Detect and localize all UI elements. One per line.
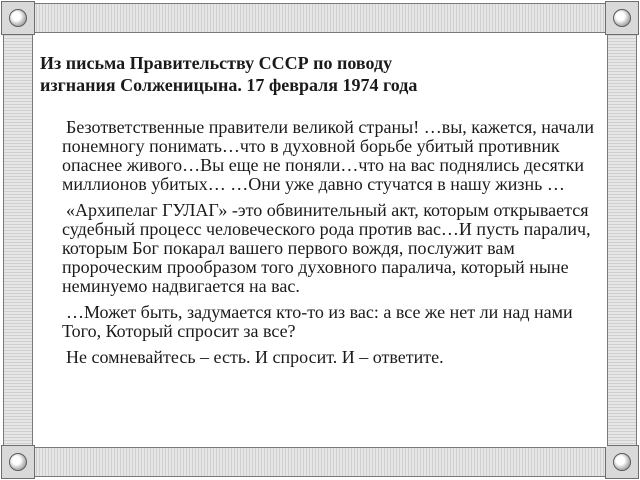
slide-content (36, 36, 607, 447)
slide-title (40, 52, 560, 96)
corner-rivet-icon (1, 445, 35, 479)
frame-bottom-bar (30, 447, 610, 477)
quote-paragraph-1: Безответственные правители великой страны! …вы, кажется, начали понемногу понимать…что в духовной борьбе убитый противник опаснее живого…Вы еще не поняли…что на вас поднялись десятки миллионов убитых… …Они уже давно стучатся в нашу жизнь … (62, 117, 595, 194)
title-line-1: Из письма Правительству СССР по поводу (40, 53, 393, 73)
quote-body (62, 118, 602, 374)
frame-top-bar (30, 3, 610, 33)
frame-right-bar (607, 33, 637, 447)
corner-rivet-icon (605, 445, 639, 479)
corner-rivet-icon (1, 1, 35, 35)
quote-paragraph-4: Не сомневайтесь – есть. И спросит. И – ответите. (66, 347, 444, 367)
frame-left-bar (3, 33, 33, 447)
corner-rivet-icon (605, 1, 639, 35)
quote-paragraph-2: «Архипелаг ГУЛАГ» -это обвинительный акт, которым открывается судебный процесс человеческого рода против вас…И пусть паралич, которым Бог покарал вашего первого вождя, послужит вам пророческим прообразом того духовного паралича, который ныне неминуемо надвигается на вас. (62, 200, 591, 296)
quote-paragraph-3: …Может быть, задумается кто-то из вас: а все же нет ли над нами Того, Который спросит за все? (62, 302, 573, 341)
title-line-2: изгнания Солженицына. 17 февраля 1974 года (40, 75, 418, 95)
